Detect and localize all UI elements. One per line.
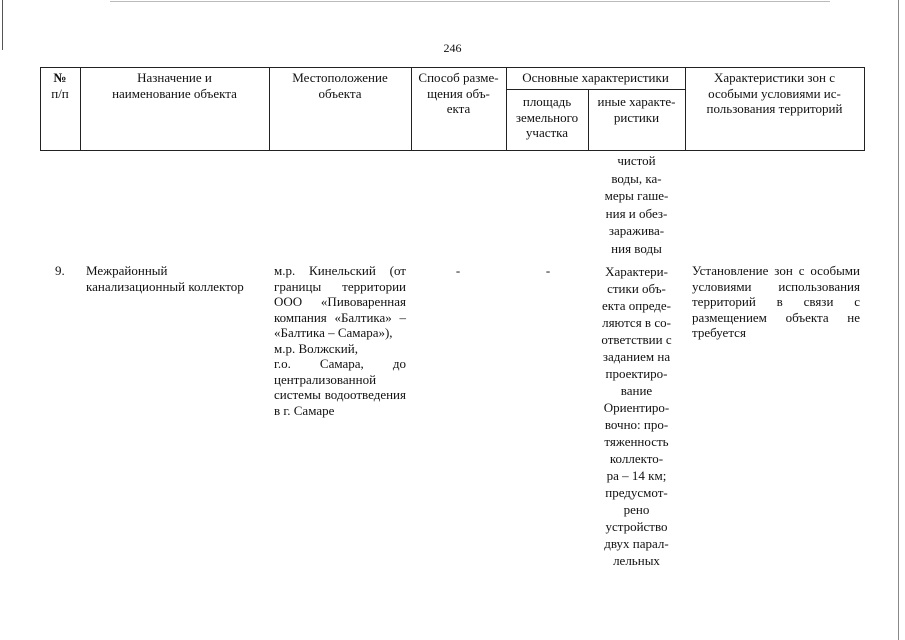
header-other-characteristics: иные характе- ристики: [597, 94, 676, 125]
header-placement: Способ разме- щения объ- екта: [418, 70, 499, 116]
object-location: м.р. Кинельский (от границы территории ООО «Пивоваренная компания «Балтика» – «Балтика – Самара»), м.р. Волжский, г.о. Самара, до централизованной системы водоотведения в г. Самаре: [274, 263, 406, 418]
header-number: № п/п: [51, 70, 69, 101]
object-name: Межрайонный канализационный коллектор: [86, 263, 244, 294]
header-name: Назначение и наименование объекта: [112, 70, 237, 101]
header-bottom-border: [40, 150, 865, 151]
header-sub-border: [506, 89, 685, 90]
header-main-characteristics: Основные характеристики: [522, 70, 669, 85]
header-top-border: [40, 67, 865, 68]
other-characteristics-value: Характери- стики объ- екта опреде- ляются в со- ответствии с заданием на проектиро- вание Ориентиро- вочно: про- тяженность коллекто- ра – 14 км; предусмот- рено устройство двух парал- лельных: [601, 264, 672, 568]
page-number: 246: [443, 41, 462, 55]
header-zones: Характеристики зон с особыми условиями ис- пользования территорий: [706, 70, 843, 116]
area-value: -: [545, 263, 551, 278]
row-number: 9.: [55, 263, 65, 278]
zones-value: Установление зон с особыми условиями использования территорий в связи с размещением объекта не требуется: [692, 263, 860, 340]
header-location: Местоположение объекта: [292, 70, 388, 101]
header-area: площадь земельного участка: [515, 94, 579, 140]
continuation-text: чистой воды, ка- меры гаше- ния и обез- заражива- ния воды: [604, 153, 669, 256]
col-border: [864, 67, 865, 151]
placement-value: -: [455, 263, 461, 278]
scan-edge-right: [898, 0, 899, 640]
scan-edge-top: [110, 1, 830, 2]
